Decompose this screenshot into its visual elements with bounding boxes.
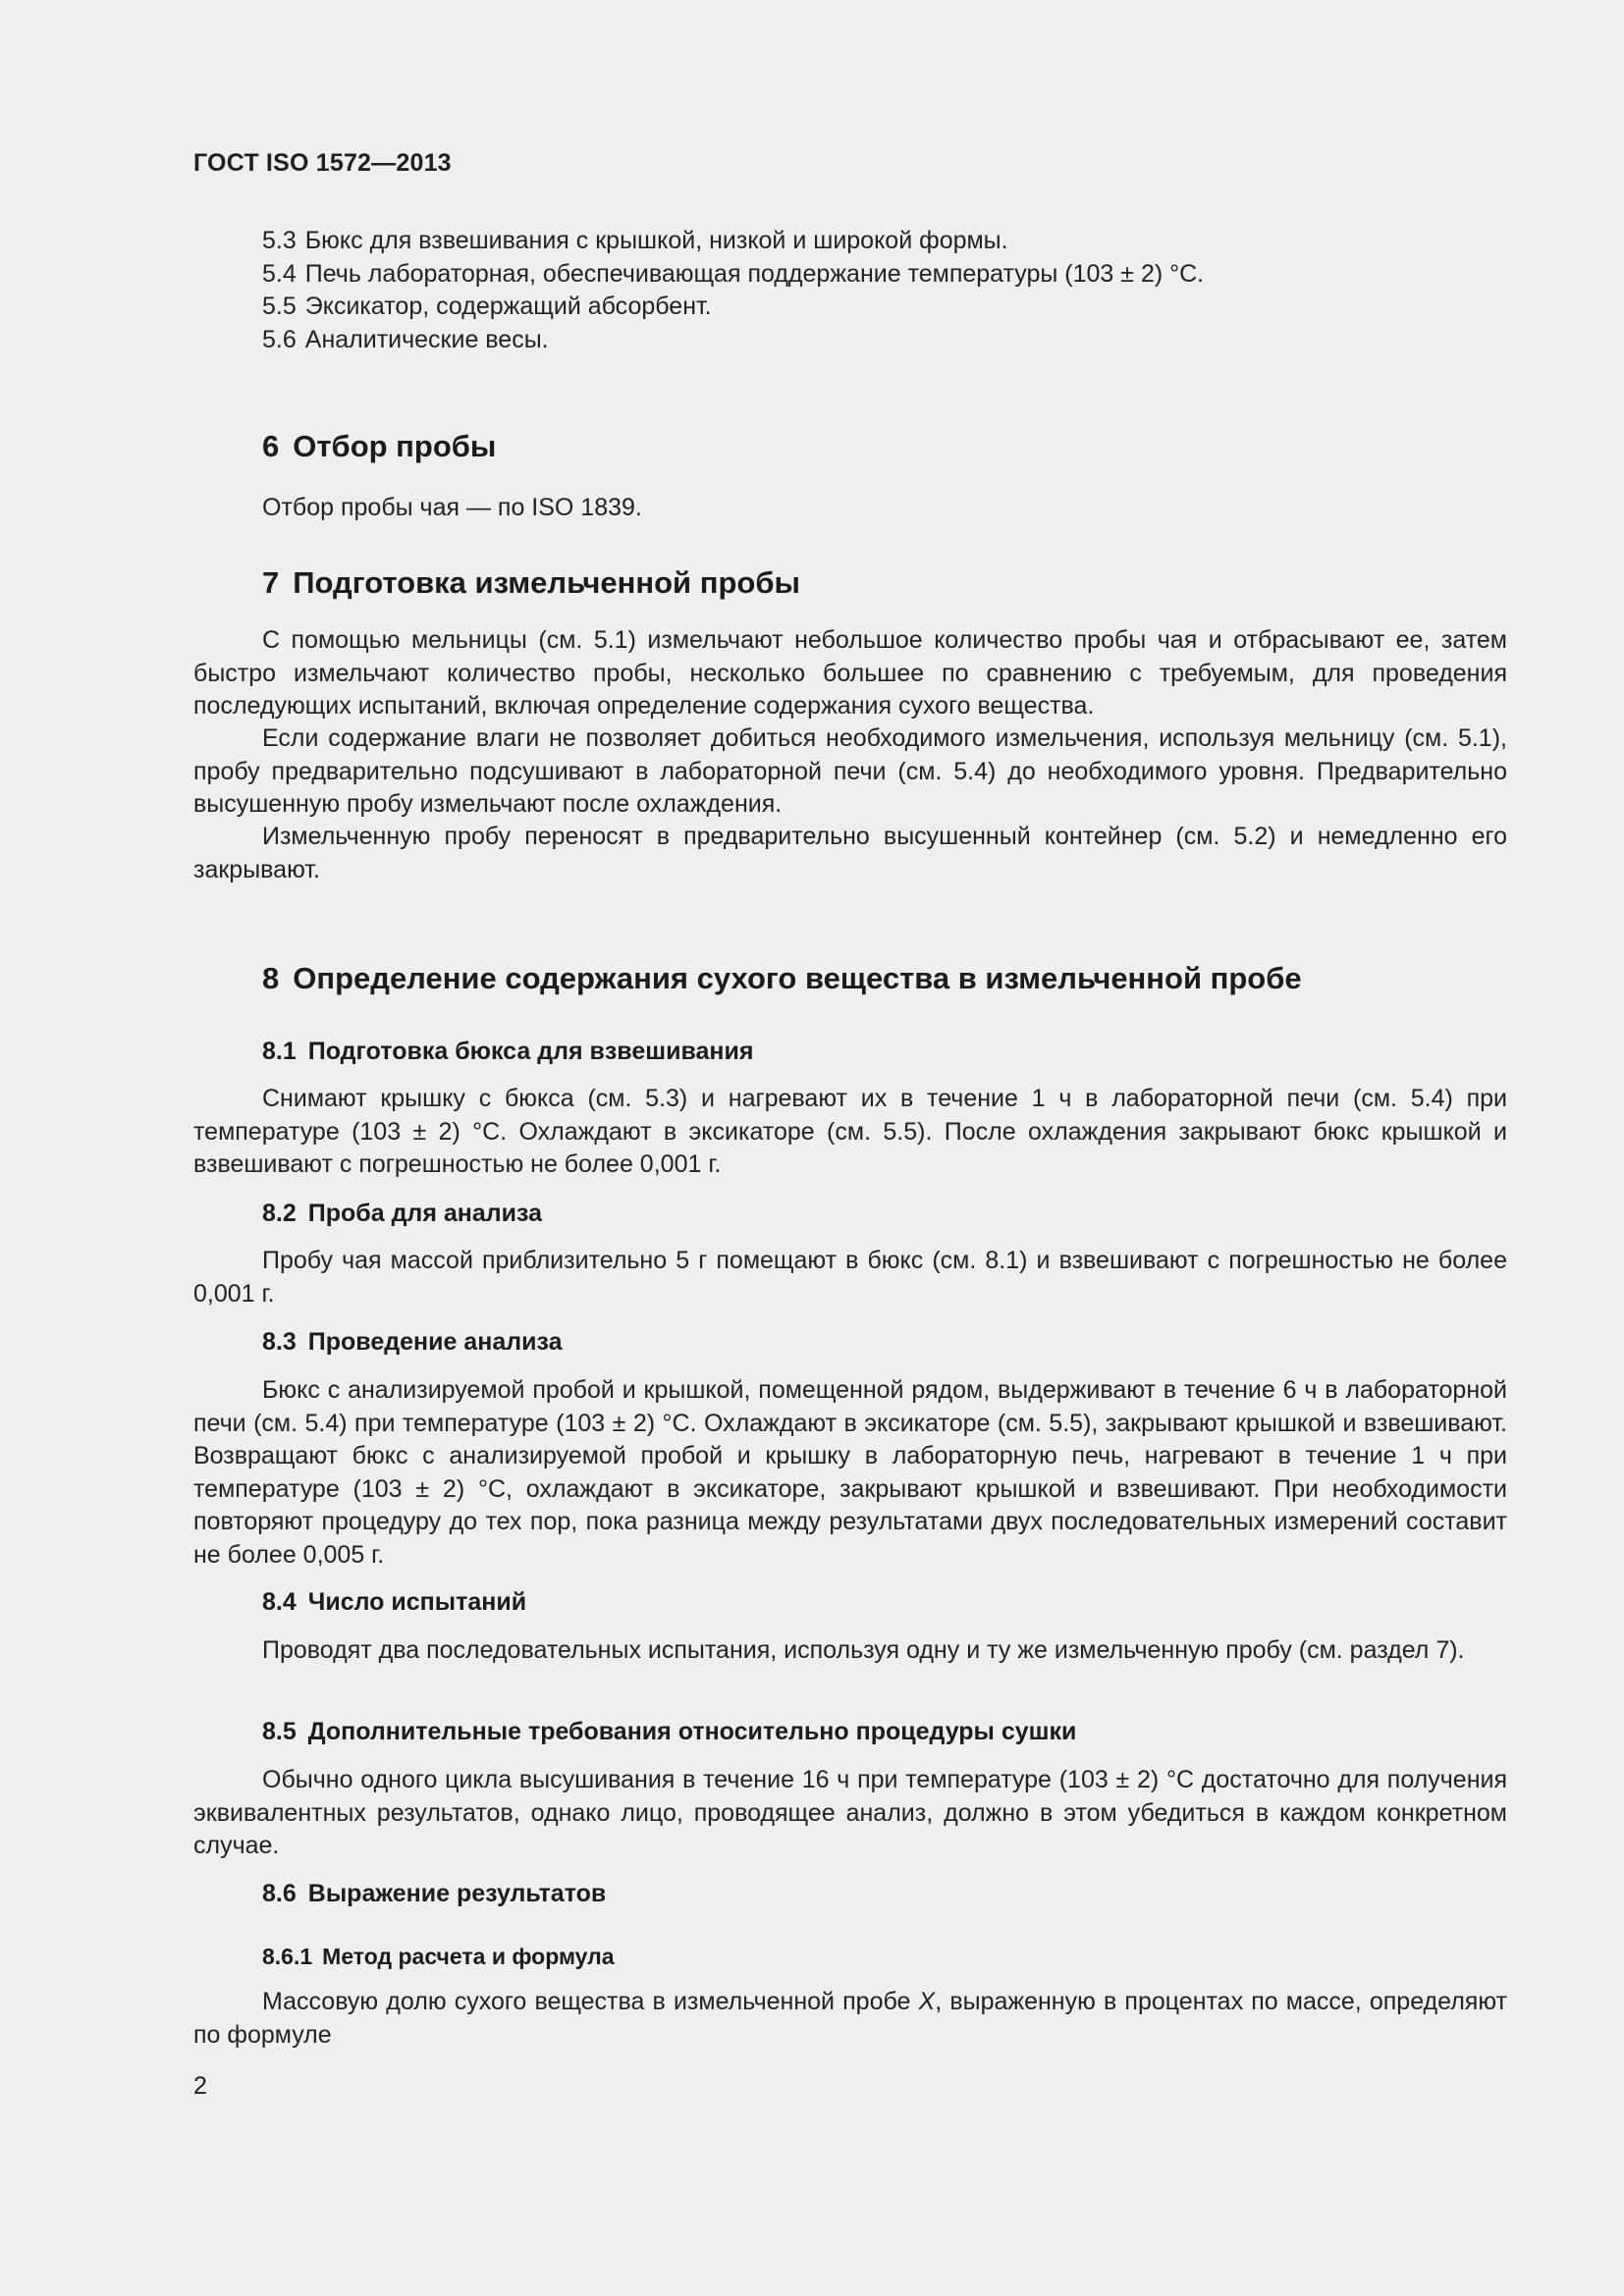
- section-6-title: [262, 429, 496, 464]
- section-7-paragraph-2: Если содержание влаги не позволяет добиться необходимого измельчения, используя мельницу (см. 5.1), пробу предварительно подсушивают в лабораторной печи (см. 5.4) до необходимого уровня. Предварительно высушенную пробу измельчают после охлаждения.: [193, 724, 1507, 818]
- list-item: [262, 258, 1204, 292]
- subsection-number: 8.2: [262, 1200, 297, 1227]
- subsection-title-text: Подготовка бюкса для взвешивания: [307, 1038, 754, 1065]
- equipment-list: [262, 225, 1204, 356]
- item-text: Печь лабораторная, обеспечивающая поддержание температуры (103 ± 2) °С.: [304, 259, 1205, 288]
- subsection-8-5-title: [262, 1718, 1076, 1746]
- subsection-title-text: Метод расчета и формула: [322, 1944, 615, 1969]
- subsection-number: 8.6: [262, 1880, 297, 1907]
- item-number: 5.6: [262, 325, 297, 353]
- subsection-8-4-text: Проводят два последовательных испытания, используя одну и ту же измельченную пробу (см. раздел 7).: [262, 1636, 1465, 1664]
- subsection-8-1-text: Снимают крышку с бюкса (см. 5.3) и нагревают их в течение 1 ч в лабораторной печи (см. 5.4) при температуре (103 ± 2) °С. Охлаждают в эксикаторе (см. 5.5). После охлаждения закрывают бюкс крышкой и взвешивают с погрешностью не более 0,001 г.: [193, 1085, 1507, 1178]
- subsection-8-3-text: Бюкс с анализируемой пробой и крышкой, помещенной рядом, выдерживают в течение 6 ч в лабораторной печи (см. 5.4) при температуре (103 ± 2) °С. Охлаждают в эксикаторе (см. 5.5), закрывают крышкой и взвешивают. Возвращают бюкс с анализируемой пробой и крышку в лабораторную печь, нагревают в течение 1 ч при температуре (103 ± 2) °С, охлаждают в эксикаторе, закрывают крышкой и взвешивают. При необходимости повторяют процедуру до тех пор, пока разница между результатами двух последовательных измерений составит не более 0,005 г.: [193, 1376, 1507, 1569]
- variable-symbol: X: [918, 1988, 936, 2015]
- subsection-title-text: Проба для анализа: [307, 1200, 543, 1227]
- list-item: [262, 225, 1204, 258]
- subsection-8-6-1-text: [193, 1986, 1507, 2052]
- subsection-number: 8.3: [262, 1328, 297, 1356]
- section-6-text: Отбор пробы чая — по ISO 1839.: [262, 494, 642, 521]
- section-title-text: Отбор пробы: [293, 429, 497, 463]
- subsection-8-2-text: Пробу чая массой приблизительно 5 г помещают в бюкс (см. 8.1) и взвешивают с погрешностью не более 0,001 г.: [193, 1247, 1507, 1308]
- section-number: 8: [262, 961, 280, 995]
- formula-intro-text-end: , выраженную в процентах по массе, определяют по формуле: [193, 1988, 1507, 2049]
- subsection-8-1-title: [262, 1038, 753, 1066]
- subsection-8-3-title: [262, 1328, 562, 1357]
- subsection-title-text: Выражение результатов: [307, 1880, 607, 1907]
- subsection-title-text: Число испытаний: [307, 1588, 527, 1616]
- subsection-8-6-title: [262, 1880, 606, 1908]
- subsection-number: 8.4: [262, 1588, 297, 1616]
- subsection-number: 8.5: [262, 1718, 297, 1745]
- section-7-paragraph-1: С помощью мельницы (см. 5.1) измельчают небольшое количество пробы чая и отбрасывают ее, затем быстро измельчают количество пробы, несколько большее по сравнению с требуемым, для проведения последующих испытаний, включая определение содержания сухого вещества.: [193, 626, 1507, 720]
- subsection-8-2-title: [262, 1200, 542, 1228]
- section-8-title: [262, 961, 1302, 996]
- section-7-paragraph-3: Измельченную пробу переносят в предварительно высушенный контейнер (см. 5.2) и немедленно его закрывают.: [193, 823, 1507, 883]
- item-text: Эксикатор, содержащий абсорбент.: [304, 293, 712, 320]
- item-number: 5.4: [262, 259, 297, 288]
- subsection-8-5-text: Обычно одного цикла высушивания в течение 16 ч при температуре (103 ± 2) °С достаточно для получения эквивалентных результатов, однако лицо, проводящее анализ, должно в этом убедиться в каждом конкретном случае.: [193, 1766, 1507, 1859]
- section-7-title: [262, 565, 800, 601]
- item-text: Бюкс для взвешивания с крышкой, низкой и широкой формы.: [304, 227, 1008, 254]
- subsection-8-4-title: [262, 1588, 526, 1617]
- section-title-text: Определение содержания сухого вещества в измельченной пробе: [293, 961, 1302, 995]
- subsection-number: 8.6.1: [262, 1944, 313, 1969]
- item-text: Аналитические весы.: [304, 325, 549, 353]
- item-number: 5.3: [262, 227, 297, 254]
- subsection-number: 8.1: [262, 1038, 297, 1065]
- section-number: 7: [262, 565, 280, 600]
- subsection-title-text: Проведение анализа: [307, 1328, 563, 1356]
- subsection-8-6-1-title: [262, 1944, 615, 1970]
- formula-intro-text: Массовую долю сухого вещества в измельченной пробе: [262, 1988, 919, 2015]
- section-number: 6: [262, 429, 280, 463]
- page-number: 2: [193, 2072, 207, 2100]
- list-item: [262, 291, 1204, 324]
- section-title-text: Подготовка измельченной пробы: [293, 565, 800, 600]
- item-number: 5.5: [262, 293, 297, 320]
- document-header: ГОСТ ISO 1572—2013: [193, 149, 452, 177]
- list-item: [262, 324, 1204, 357]
- subsection-title-text: Дополнительные требования относительно процедуры сушки: [307, 1718, 1077, 1745]
